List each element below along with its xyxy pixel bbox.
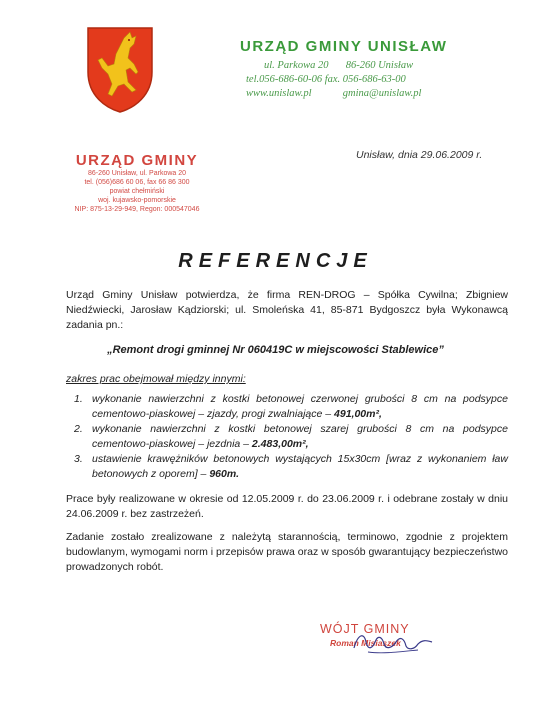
list-item [66,422,508,452]
office-stamp [62,152,212,214]
intro-paragraph [66,288,508,333]
list-item-number: 2. [74,423,83,435]
letter-date: Unisław, dnia 29.06.2009 r. [356,149,483,161]
coat-of-arms-icon [84,24,156,114]
stamp-ids: NIP: 875-13-29-949, Regon: 000547046 [74,206,200,213]
letterhead-email[interactable]: gmina@unislaw.pl [342,88,422,99]
letterhead-website[interactable]: www.unislaw.pl [246,88,312,99]
stamp-phone: tel. (056)686 60 06, fax 66 86 300 [84,179,190,186]
letterhead-street: ul. Parkowa 20 [264,60,329,71]
scope-label: zakres prac obejmował między innymi: [66,373,246,385]
letterhead-web [246,87,520,101]
stamp-address: 86-260 Unisław, ul. Parkowa 20 [87,170,187,177]
signature-title: WÓJT GMINY [320,622,410,636]
list-item-text: ustawienie krawężników betonowych wystających 15x30cm [wraz z wykonaniem ław betonowych z oporem] – [92,453,508,480]
stamp-title: URZĄD GMINY [75,152,199,169]
letterhead-address [264,59,520,73]
period-paragraph: Prace były realizowane w okresie od 12.05.2009 r. do 23.06.2009 r. i odebrane zostały w dniu 24.06.2009 r. bez zastrzeżeń. [66,493,508,520]
list-item [66,452,508,482]
list-item [66,392,508,422]
project-name: „Remont drogi gminnej Nr 060419C w miejscowości Stablewice” [107,344,444,356]
signature-stamp [320,622,460,648]
document-heading: REFERENCJE [178,250,373,272]
list-item-number: 1. [74,393,83,405]
list-item-number: 3. [74,453,83,465]
list-item-value: 2.483,00m², [251,438,309,450]
letterhead-phone: tel.056-686-60-06 fax. 056-686-63-00 [246,74,406,85]
office-letterhead [230,38,520,101]
letterhead-title: URZĄD GMINY UNISŁAW [240,38,448,55]
stamp-county: powiat chełmiński [109,188,165,195]
list-item-value: 491,00m², [334,408,382,420]
list-item-value: 960m. [209,468,240,480]
list-item-text: wykonanie nawierzchni z kostki betonowej czerwonej grubości 8 cm na podsypce cementowo-piaskowej – zjazdy, progi zwalniające – [92,393,508,420]
letterhead-city: 86-260 Unisław [345,60,414,71]
stamp-province: woj. kujawsko-pomorskie [98,197,176,204]
works-list [66,392,508,482]
task-paragraph: Zadanie zostało zrealizowane z należytą starannością, terminowo, zgodnie z projektem budowlanym, wymogami norm i przepisów prawa oraz w sposób gwarantujący bezpieczeństwo prowadzonych robót. [66,531,508,573]
signature-name: Roman Misiaszek [330,638,401,648]
intro-text: Urząd Gminy Unisław potwierdza, że firma REN-DROG – Spółka Cywilna; Zbigniew Niedźwiecki, Jarosław Kądziorski; ul. Smoleńska 41, 85-871 Bydgoszcz była Wykonawcą zadania pn.: [66,289,508,331]
handwritten-signature-icon [348,628,438,656]
list-item-text: wykonanie nawierzchni z kostki betonowej szarej grubości 8 cm na podsypce cementowo-piaskowej – jezdnia – [92,423,508,450]
